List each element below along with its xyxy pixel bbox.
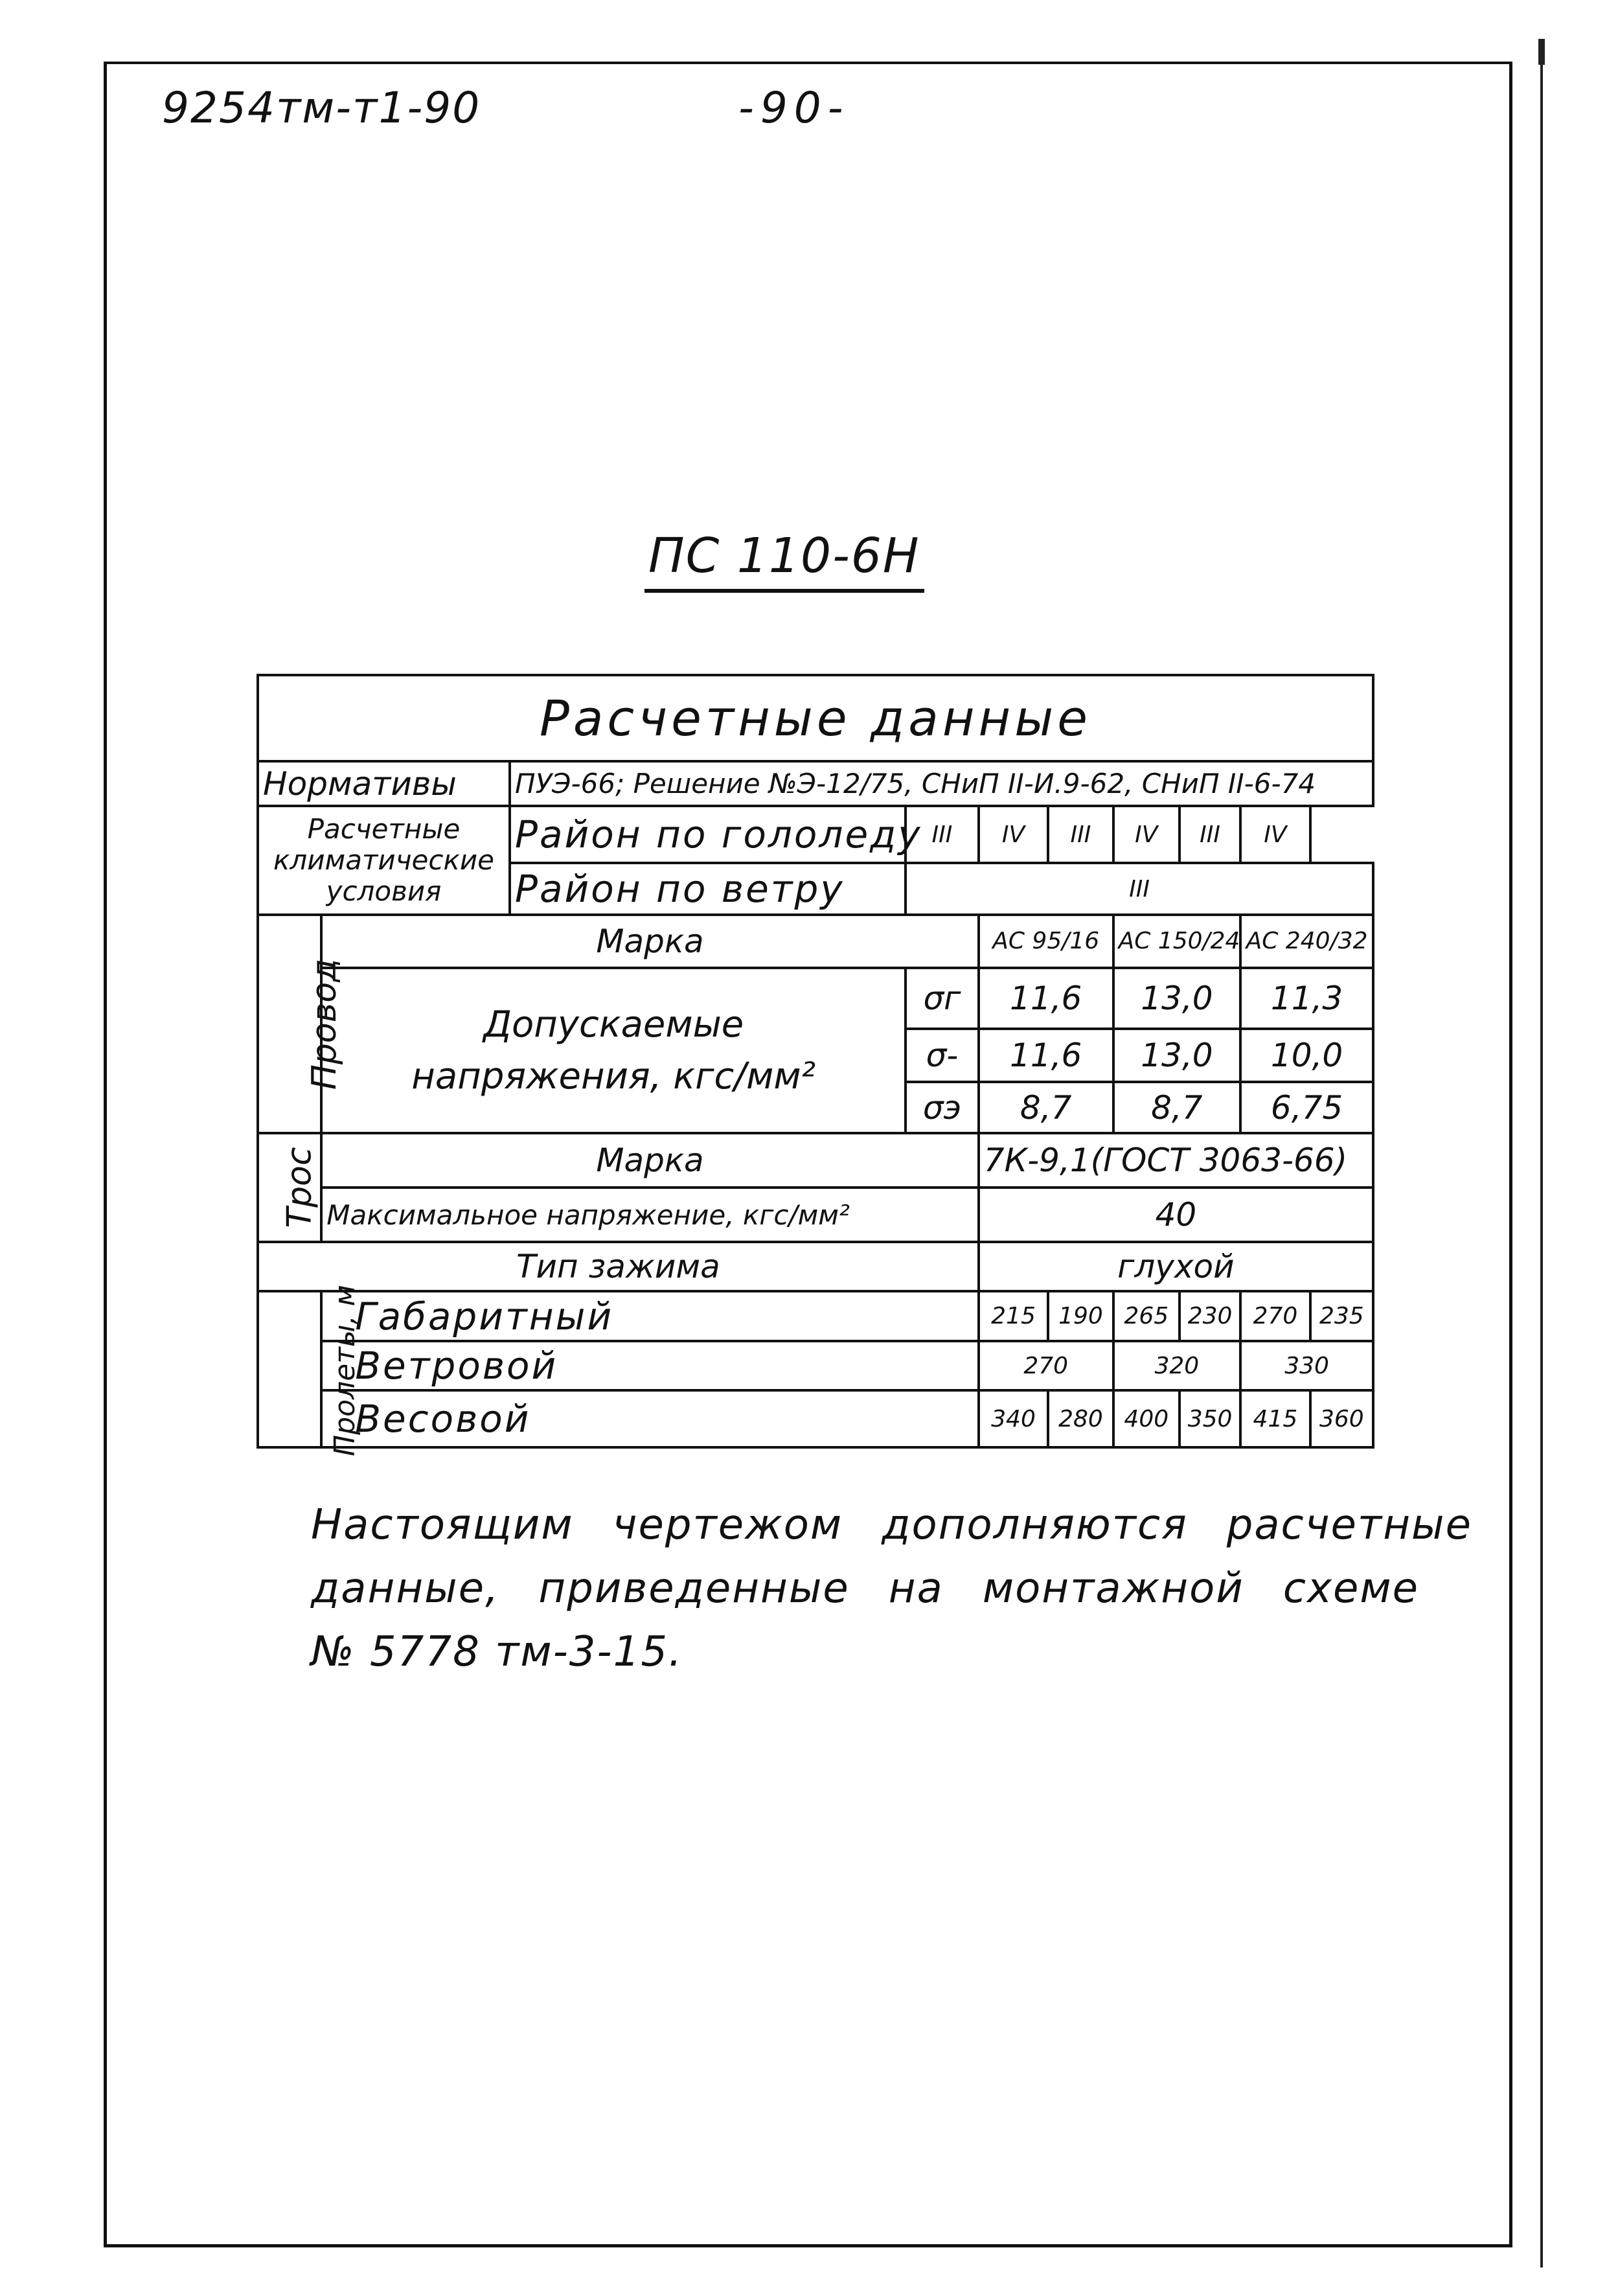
wire-mark: АС 240/32	[1240, 915, 1373, 968]
calculation-data-table	[256, 674, 1374, 1457]
note-word: Настоящим	[311, 1501, 574, 1549]
note-word: дополняются	[882, 1501, 1188, 1549]
note-word: приведенные	[538, 1565, 850, 1613]
sheet-edge-line	[1540, 39, 1543, 2267]
stress-value: 11,6	[979, 1029, 1113, 1082]
cable-max-stress-value: 40	[979, 1188, 1373, 1242]
ice-region-cell: IV	[1113, 806, 1180, 863]
stress-label-line-1: Допускаемые	[483, 1003, 744, 1046]
table-title-row	[258, 675, 1373, 761]
ice-region-cell: III	[906, 806, 979, 863]
weight-span: 415	[1240, 1390, 1310, 1447]
wire-mark: АС 95/16	[979, 915, 1113, 968]
cable-label: Трос	[280, 1147, 319, 1228]
note-word: расчетные	[1226, 1501, 1472, 1549]
clamp-type-value: глухой	[979, 1242, 1373, 1291]
ice-region-cell: III	[1048, 806, 1113, 863]
climate-conditions-label	[258, 806, 510, 915]
stress-symbol: σг	[906, 968, 979, 1029]
stress-label-line-2: напряжения, кгс/мм²	[411, 1055, 816, 1097]
cable-mark-label: Марка	[321, 1133, 979, 1188]
wind-span-row	[258, 1341, 1373, 1390]
wind-region-value: III	[906, 863, 1373, 915]
note-word: монтажной	[982, 1565, 1244, 1613]
stress-value: 10,0	[1240, 1029, 1373, 1082]
spans-label	[328, 1285, 361, 1456]
ice-region-label: Район по гололеду	[510, 806, 906, 863]
stress-value: 11,3	[1240, 968, 1373, 1029]
stress-value: 11,6	[979, 968, 1113, 1029]
cable-section-label	[258, 1133, 321, 1242]
wind-span: 330	[1240, 1341, 1373, 1390]
normatives-row	[258, 761, 1373, 807]
weight-span: 340	[979, 1390, 1048, 1447]
page-number: -90-	[738, 83, 850, 133]
clamp-type-label: Тип зажима	[258, 1242, 979, 1291]
cable-max-stress-row	[258, 1188, 1373, 1242]
climate-label-line-3: условия	[326, 875, 442, 908]
stress-value: 6,75	[1240, 1082, 1373, 1134]
note-line-3: № 5778 тм-3-15.	[311, 1628, 683, 1676]
stress-symbol: σэ	[906, 1082, 979, 1134]
dimension-span: 270	[1240, 1291, 1310, 1342]
stress-value: 8,7	[979, 1082, 1113, 1134]
wind-span-label: Ветровой	[321, 1341, 979, 1390]
clamp-type-row	[258, 1242, 1373, 1291]
weight-span: 280	[1048, 1390, 1113, 1447]
dimension-span: 215	[979, 1291, 1048, 1342]
note-word: чертежом	[612, 1501, 843, 1549]
note-word: на	[888, 1565, 944, 1613]
weight-span-label: Весовой	[321, 1390, 979, 1447]
sheet-edge-mark	[1538, 39, 1545, 65]
note-word: данные,	[311, 1565, 500, 1613]
cable-mark-row	[258, 1133, 1373, 1188]
dimension-span: 235	[1310, 1291, 1373, 1342]
ice-region-row	[258, 806, 1373, 863]
document-code: 9254тм-т1-90	[162, 83, 481, 133]
dimension-span: 265	[1113, 1291, 1180, 1342]
stress-symbol: σ-	[906, 1029, 979, 1082]
stress-row-horizontal	[258, 968, 1373, 1029]
wire-mark-label: Марка	[321, 915, 979, 968]
spans-label-line-2: м	[328, 1285, 361, 1307]
wind-span: 320	[1113, 1341, 1241, 1390]
wind-span: 270	[979, 1341, 1113, 1390]
note-line-1	[311, 1493, 1472, 1557]
drawing-subtitle: ПС 110-6Н	[644, 528, 924, 593]
weight-span: 350	[1180, 1390, 1240, 1447]
note-word: схеме	[1282, 1565, 1419, 1613]
stress-value: 13,0	[1113, 1029, 1241, 1082]
dimension-span: 190	[1048, 1291, 1113, 1342]
normatives-label: Нормативы	[258, 761, 510, 807]
dimension-span-label: Габаритный	[321, 1291, 979, 1342]
spans-section-label	[258, 1285, 361, 1457]
normatives-value: ПУЭ-66; Решение №Э-12/75, СНиП II-И.9-62, СНиП II-6-74	[510, 761, 1373, 807]
weight-span-row	[258, 1390, 1373, 1447]
wire-section-label	[258, 915, 345, 1133]
ice-region-cell: IV	[1240, 806, 1310, 863]
table-title: Расчетные данные	[258, 675, 1373, 761]
allowable-stress-label	[321, 968, 906, 1134]
ice-region-cell: IV	[979, 806, 1048, 863]
climate-label-line-1: Расчетные	[307, 813, 461, 845]
weight-span: 400	[1113, 1390, 1180, 1447]
note-line-2	[311, 1557, 1419, 1620]
weight-span: 360	[1310, 1390, 1373, 1447]
stress-value: 13,0	[1113, 968, 1241, 1029]
wire-mark-row	[258, 915, 1373, 968]
climate-label-line-2: климатические	[273, 844, 494, 877]
wind-region-label: Район по ветру	[510, 863, 906, 915]
cable-mark-value: 7К-9,1(ГОСТ 3063-66)	[979, 1133, 1373, 1188]
cable-max-stress-label: Максимальное напряжение, кгс/мм²	[321, 1188, 979, 1242]
spans-label-line-1: Пролеты,	[328, 1315, 361, 1457]
dimension-span-row	[258, 1291, 1373, 1342]
stress-value: 8,7	[1113, 1082, 1241, 1134]
wire-mark: АС 150/24	[1113, 915, 1241, 968]
dimension-span: 230	[1180, 1291, 1240, 1342]
note-paragraph	[311, 1493, 1472, 1684]
wire-label: Провод	[305, 958, 345, 1090]
ice-region-cell: III	[1180, 806, 1240, 863]
